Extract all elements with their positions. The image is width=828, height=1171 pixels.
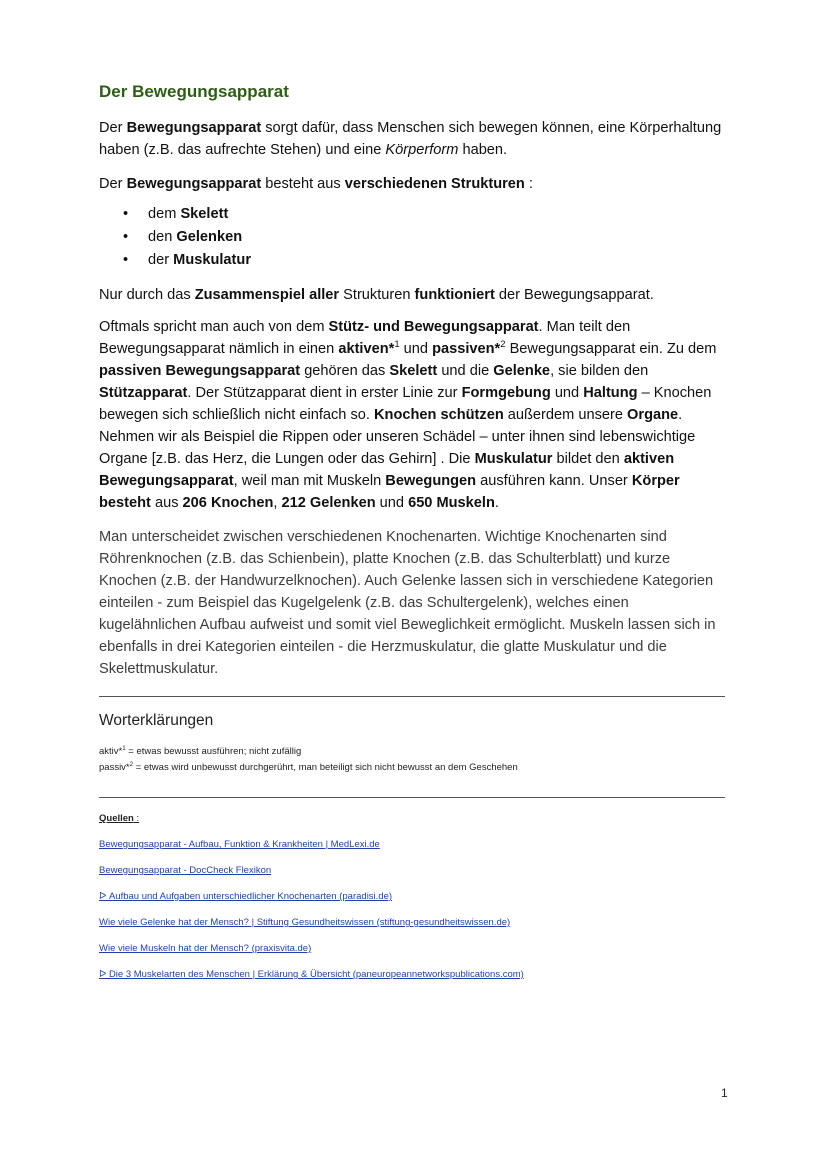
bold-text: Bewegungsapparat [126,120,262,136]
bold-text: Skelett [180,206,229,222]
definition: = etwas bewusst ausführen; nicht zufällig [125,746,302,757]
bold-text: Stütz- und Bewegungsapparat [328,319,539,335]
bold-text: Knochen schützen [374,407,504,423]
intro-paragraph [99,117,729,161]
bold-text: Bewegungsapparat [126,176,262,192]
source-link-paneuropean[interactable]: ᐅ Die 3 Muskelarten des Menschen | Erklärung & Übersicht (paneuropeannetworkspublications.com) [99,969,524,980]
bold-text: Muskulatur [474,451,553,467]
bold-text: Muskulatur [173,252,251,268]
bold-text: Skelett [389,363,438,379]
bold-text: passiven Bewegungsapparat [99,363,301,379]
page-title: Der Bewegungsapparat [99,82,289,101]
bold-text: Organe [627,407,679,423]
text: außerdem unsere [503,407,628,423]
source-link-doccheck[interactable]: Bewegungsapparat - DocCheck Flexikon [99,865,272,876]
term: passiv* [99,762,130,773]
text: und die [437,363,494,379]
source-link-stiftung[interactable]: Wie viele Gelenke hat der Mensch? | Stiftung Gesundheitswissen (stiftung-gesundheitswissen.de) [99,917,511,928]
bold-text: Körper besteht [99,473,680,511]
bold-text: Zusammenspiel aller [194,287,340,303]
glossary-heading: Worterklärungen [99,712,214,729]
source-link-paradisi[interactable]: ᐅ Aufbau und Aufgaben unterschiedlicher Knochenarten (paradisi.de) [99,891,393,902]
text: haben. [458,142,508,158]
together-paragraph [99,284,729,306]
definition: = etwas wird unbewusst durchgerührt, man beteiligt sich nicht bewusst an dem Geschehen [133,762,518,773]
sources-heading [99,813,139,824]
list-item [99,249,251,272]
bold-text: 650 Muskeln [408,495,495,511]
divider [99,797,725,798]
text: gehören das [300,363,390,379]
bold-text: Haltung [583,385,638,401]
list-item [99,226,251,249]
text: : [133,813,140,824]
text: – Knochen bewegen sich schließlich nicht einfach so. [99,385,712,423]
bold-text: Formgebung [461,385,551,401]
text: , sie bilden den [550,363,649,379]
text: . [494,495,499,511]
structures-paragraph [99,173,729,195]
term: aktiv* [99,746,123,757]
text: besteht aus [261,176,345,192]
list-item [99,203,251,226]
text: und [375,495,409,511]
text: . Der Stützapparat dient in erster Linie zur [187,385,462,401]
text: sorgt dafür, dass Menschen sich bewegen können, eine Körperhaltung haben (z.B. das aufrechte Stehen) und eine [99,120,722,158]
text: dem [148,206,181,222]
text: Nur durch das [99,287,195,303]
page-number: 1 [721,1086,728,1100]
text: Bewegungsapparat ein. Zu dem [505,341,717,357]
footnote-marker: 1 [122,744,126,752]
bold-text: aktiven Bewegungsapparat [99,451,675,489]
text: , weil man mit Muskeln [233,473,386,489]
source-link-praxisvita[interactable]: Wie viele Muskeln hat der Mensch? (praxisvita.de) [99,943,312,954]
bold-text: Gelenken [176,229,243,245]
text: der Bewegungsapparat. [494,287,654,303]
text: . Nehmen wir als Beispiel die Rippen oder unseren Schädel – unter ihnen sind lebenswichtige Organe [z.B. das Herz, die Lungen oder das Gehirn] . Die [99,407,696,467]
bullet-icon: • [123,206,129,222]
bold-text: Stützapparat [99,385,188,401]
bone-types-paragraph: Man unterscheidet zwischen verschiedenen Knochenarten. Wichtige Knochenarten sind Röhrenknochen (z.B. das Schienbein), platte Knochen (z.B. das Schulterblatt) und kurze Knochen (z.B. der Handwurzelknochen). Auch Gelenke lassen sich in verschiedene Kategorien einteilen - zum Beispiel das Kugelgelenk (z.B. das Schultergelenk), welches einen kugelähnlichen Aufbau aufweist und somit viel Beweglichkeit ermöglicht. Muskeln lassen sich in ebenfalls in drei Kategorien einteilen - die Herzmuskulatur, die glatte Muskulatur und die Skelettmuskulatur. [99,529,716,677]
text: aus [150,495,183,511]
glossary-entry-aktiv [99,745,301,758]
text: und [550,385,584,401]
source-link-medlexi[interactable]: Bewegungsapparat - Aufbau, Funktion & Krankheiten | MedLexi.de [99,839,380,850]
text: . Man teilt den Bewegungsapparat nämlich in einen [99,319,631,357]
bold-text: aktiven* [338,341,395,357]
text: und [399,341,433,357]
bold-text: Bewegungen [385,473,477,489]
italic-text: Körperform [385,142,459,158]
bold-text: funktioniert [414,287,495,303]
divider [99,696,725,697]
text: : [524,176,533,192]
footnote-marker: 2 [500,339,506,351]
bold-text: verschiedenen Strukturen [344,176,525,192]
footnote-marker: 1 [394,339,400,351]
bullet-icon: • [123,229,129,245]
text: , [273,495,282,511]
text: den [148,229,177,245]
bold-text: 206 Knochen [182,495,274,511]
footnote-marker: 2 [129,760,134,768]
main-paragraph [99,316,729,514]
text: Strukturen [339,287,415,303]
glossary-entry-passiv [99,761,518,774]
structures-list [99,203,251,272]
bullet-icon: • [123,252,129,268]
text: ausführen kann. Unser [476,473,632,489]
sources-label: Quellen [99,813,134,824]
text: Der [99,120,127,136]
bold-text: 212 Gelenken [281,495,376,511]
bold-text: passiven* [432,341,501,357]
bold-text: Gelenke [493,363,551,379]
text: der [148,252,174,268]
text: Der [99,176,127,192]
text: Oftmals spricht man auch von dem [99,319,329,335]
text: bildet den [552,451,624,467]
